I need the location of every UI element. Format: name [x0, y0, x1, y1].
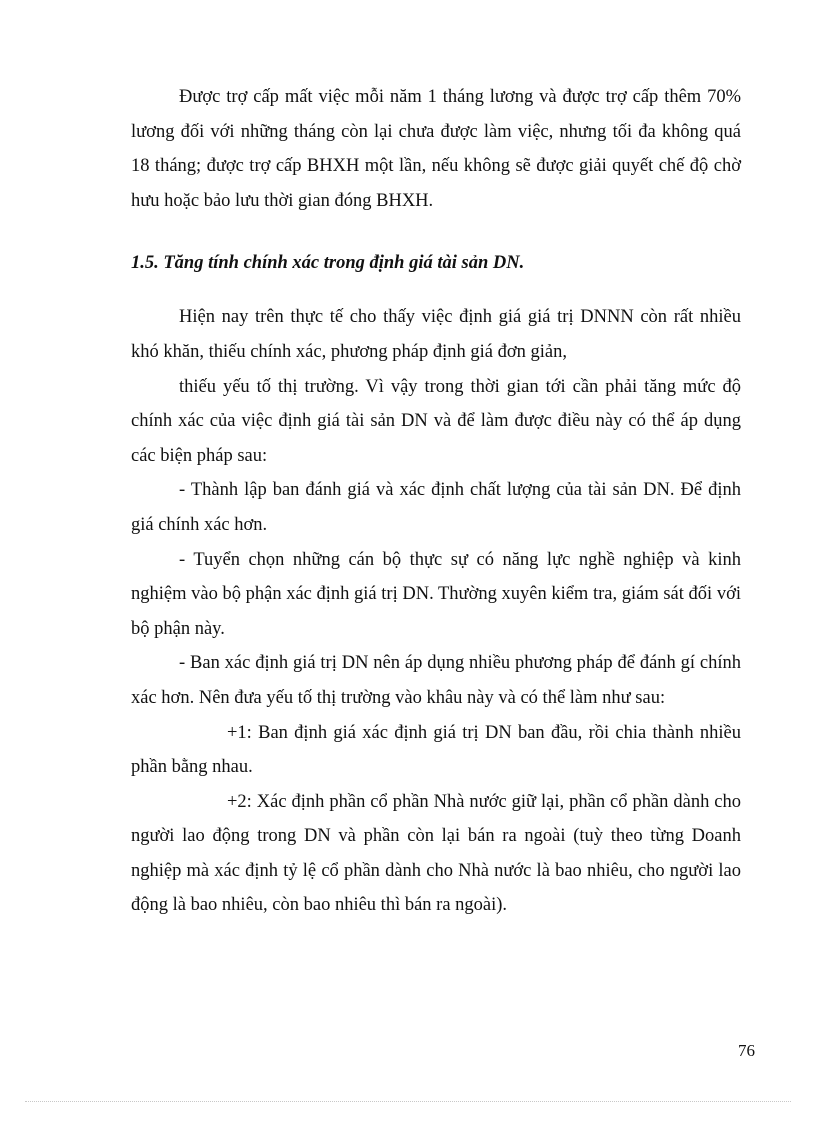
paragraph-market-factors: thiếu yếu tố thị trường. Vì vậy trong thời gian tới cần phải tăng mức độ chính xác của việc định giá tài sản DN và để làm được điều này có thể áp dụng các biện pháp sau: [131, 376, 741, 466]
page-body [131, 80, 741, 923]
bullet-establish-board: - Thành lập ban đánh giá và xác định chất lượng của tài sản DN. Để định giá chính xác hơn. [131, 480, 741, 535]
paragraph-severance: Được trợ cấp mất việc mỗi năm 1 tháng lương và được trợ cấp thêm 70% lương đối với những tháng còn lại chưa được làm việc, nhưng tối đa không quá 18 tháng; được trợ cấp BHXH một lần, nếu không sẽ được giải quyết chế độ chờ hưu hoặc bảo lưu thời gian đóng BHXH. [131, 87, 741, 211]
footer-divider [25, 1101, 791, 1102]
step-two: +2: Xác định phần cổ phần Nhà nước giữ lại, phần cổ phần dành cho người lao động trong DN và phần còn lại bán ra ngoài (tuỳ theo từng Doanh nghiệp mà xác định tỷ lệ cổ phần dành cho Nhà nước là bao nhiêu, cho người lao động là bao nhiêu, còn bao nhiêu thì bán ra ngoài). [131, 791, 741, 916]
page-number: 76 [738, 1041, 755, 1060]
section-heading: 1.5. Tăng tính chính xác trong định giá tài sản DN. [131, 253, 525, 274]
bullet-valuation-methods: - Ban xác định giá trị DN nên áp dụng nhiều phương pháp để đánh gí chính xác hơn. Nên đưa yếu tố thị trường vào khâu này và có thể làm như sau: [131, 653, 741, 708]
bullet-select-staff: - Tuyển chọn những cán bộ thực sự có năng lực nghề nghiệp và kinh nghiệm vào bộ phận xác định giá trị DN. Thường xuyên kiểm tra, giám sát đối với bộ phận này. [131, 549, 741, 639]
paragraph-current-situation: Hiện nay trên thực tế cho thấy việc định giá giá trị DNNN còn rất nhiều khó khăn, thiếu chính xác, phương pháp định giá đơn giản, [131, 307, 741, 362]
step-one: +1: Ban định giá xác định giá trị DN ban đầu, rồi chia thành nhiều phần bằng nhau. [131, 722, 741, 778]
